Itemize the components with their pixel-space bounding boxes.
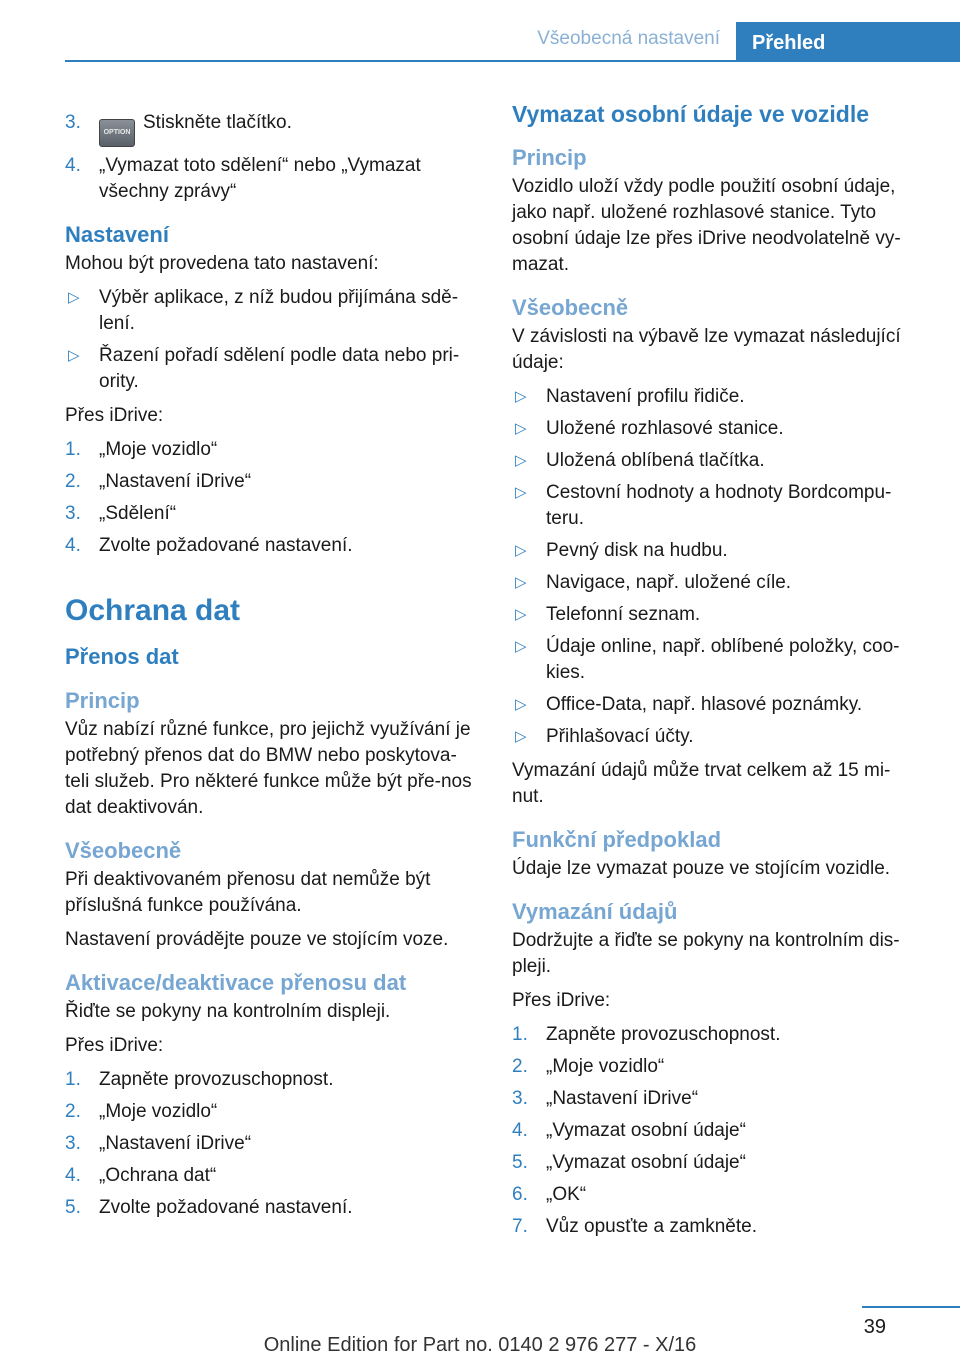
chapter-heading-ochrana-dat: Ochrana dat — [65, 594, 241, 627]
paragraph: Přes iDrive: — [512, 990, 611, 1011]
paragraph: Údaje lze vymazat pouze ve stojícím vozidle. — [512, 858, 891, 879]
steps-list — [65, 437, 480, 559]
bullet-triangle-icon: ▷ — [515, 606, 527, 623]
bullet-triangle-icon: ▷ — [515, 728, 527, 745]
list-item — [65, 437, 480, 463]
step-number: 3. — [65, 112, 81, 133]
paragraph: Vymazání údajů může trvat celkem až 15 mi‐nut. — [512, 760, 891, 807]
header-section-title: Všeobecná nastavení — [537, 28, 720, 49]
bullet-text: Navigace, např. uložené cíle. — [546, 572, 792, 593]
step-text: „Moje vozidlo“ — [99, 1101, 218, 1122]
step-text: „Nastavení iDrive“ — [99, 471, 252, 492]
paragraph: Při deaktivovaném přenosu dat nemůže být příslušná funkce používána. — [65, 869, 431, 916]
list-item — [65, 469, 480, 495]
list-item — [512, 602, 922, 628]
bullet-text: Řazení pořadí sdělení podle data nebo pri‐ority. — [99, 345, 460, 392]
bullet-triangle-icon: ▷ — [515, 420, 527, 437]
list-item — [512, 1214, 922, 1240]
subheading-aktivace: Aktivace/deaktivace přenosu dat — [65, 970, 407, 995]
step-number: 4. — [65, 1165, 81, 1186]
bullet-triangle-icon: ▷ — [515, 452, 527, 469]
list-item — [65, 110, 480, 147]
step-text: „Moje vozidlo“ — [546, 1056, 665, 1077]
bullet-text: Přihlašovací účty. — [546, 726, 694, 747]
step-text: „Vymazat osobní údaje“ — [546, 1120, 746, 1141]
list-item — [512, 1022, 922, 1048]
paragraph: V závislosti na výbavě lze vymazat následující údaje: — [512, 326, 901, 373]
step-number: 2. — [65, 471, 81, 492]
bullet-triangle-icon: ▷ — [515, 696, 527, 713]
paragraph: Dodržujte a řiďte se pokyny na kontrolním dis‐pleji. — [512, 930, 900, 977]
step-text: Zvolte požadované nastavení. — [99, 535, 353, 556]
option-button-icon: OPTION — [99, 119, 135, 147]
step-text: „Vymazat osobní údaje“ — [546, 1152, 746, 1173]
paragraph: Mohou být provedena tato nastavení: — [65, 253, 379, 274]
step-text: Zapněte provozuschopnost. — [546, 1024, 781, 1045]
section-heading-vymazat: Vymazat osobní údaje ve vozidle — [512, 101, 870, 127]
list-item — [512, 570, 922, 596]
bullet-text: Office-Data, např. hlasové poznámky. — [546, 694, 863, 715]
bullet-triangle-icon: ▷ — [515, 638, 527, 655]
step-number: 3. — [65, 1133, 81, 1154]
step-number: 3. — [65, 503, 81, 524]
list-item — [65, 1163, 480, 1189]
edition-footer: Online Edition for Part no. 0140 2 976 277 - X/16 — [263, 1334, 697, 1356]
page-number: 39 — [863, 1316, 886, 1338]
bullet-triangle-icon: ▷ — [515, 542, 527, 559]
left-column — [65, 100, 480, 1229]
paragraph: Přes iDrive: — [65, 1035, 164, 1056]
step-text: „Moje vozidlo“ — [99, 439, 218, 460]
bullet-text: Pevný disk na hudbu. — [546, 540, 728, 561]
list-item — [65, 501, 480, 527]
bullet-triangle-icon: ▷ — [68, 289, 80, 306]
paragraph: Přes iDrive: — [65, 405, 164, 426]
step-text: „Vymazat toto sdělení“ nebo „Vymazat všechny zprávy“ — [99, 155, 421, 202]
bullet-triangle-icon: ▷ — [68, 347, 80, 364]
step-text: „Sdělení“ — [99, 503, 177, 524]
list-item — [512, 480, 922, 532]
paragraph: Řiďte se pokyny na kontrolním displeji. — [65, 1001, 391, 1022]
list-item — [512, 692, 922, 718]
list-item — [65, 1195, 480, 1221]
steps-list — [65, 1067, 480, 1221]
list-item — [65, 343, 480, 395]
list-item — [512, 724, 922, 750]
step-number: 7. — [512, 1216, 528, 1237]
subheading-vseobecne: Všeobecně — [65, 838, 182, 863]
step-text: Zapněte provozuschopnost. — [99, 1069, 334, 1090]
list-item — [512, 1086, 922, 1112]
paragraph: Nastavení provádějte pouze ve stojícím voze. — [65, 929, 449, 950]
subheading-vseobecne: Všeobecně — [512, 295, 629, 320]
steps-list — [512, 1022, 922, 1240]
step-number: 4. — [512, 1120, 528, 1141]
subheading-princip: Princip — [65, 688, 140, 713]
step-text: „Nastavení iDrive“ — [99, 1133, 252, 1154]
step-number: 4. — [65, 535, 81, 556]
list-item — [65, 285, 480, 337]
step-text: Vůz opusťte a zamkněte. — [546, 1216, 757, 1237]
subheading-predpoklad: Funkční předpoklad — [512, 827, 722, 852]
step-text: „Ochrana dat“ — [99, 1165, 217, 1186]
step-number: 1. — [65, 439, 81, 460]
list-item — [512, 538, 922, 564]
paragraph: Vůz nabízí různé funkce, pro jejichž využívání je potřebný přenos dat do BMW nebo poskytova‐teli služeb. Pro některé funkce může být pře‐nos dat deaktivován. — [65, 719, 472, 818]
step-text: Stiskněte tlačítko. — [143, 112, 292, 133]
step-number: 5. — [65, 1197, 81, 1218]
list-item — [65, 153, 480, 205]
bullet-triangle-icon: ▷ — [515, 484, 527, 501]
steps-top — [65, 110, 480, 205]
step-number: 5. — [512, 1152, 528, 1173]
step-number: 4. — [65, 155, 81, 176]
list-item — [512, 634, 922, 686]
step-number: 3. — [512, 1088, 528, 1109]
bullet-triangle-icon: ▷ — [515, 388, 527, 405]
bullet-text: Nastavení profilu řidiče. — [546, 386, 745, 407]
list-item — [512, 416, 922, 442]
step-number: 1. — [65, 1069, 81, 1090]
bullet-text: Výběr aplikace, z níž budou přijímána sdě‐lení. — [99, 287, 459, 334]
list-item — [512, 448, 922, 474]
paragraph: Vozidlo uloží vždy podle použití osobní údaje, jako např. uložené rozhlasové stanice. Tyto osobní údaje lze přes iDrive neodvolatelně vy‐mazat. — [512, 176, 901, 275]
subheading-princip: Princip — [512, 145, 587, 170]
subheading-vymazani: Vymazání údajů — [512, 899, 678, 924]
header-tab[interactable]: Přehled — [736, 22, 960, 62]
list-item — [512, 1054, 922, 1080]
step-number: 6. — [512, 1184, 528, 1205]
list-item — [512, 1118, 922, 1144]
section-heading-prenos-dat: Přenos dat — [65, 644, 179, 669]
bullet-text: Telefonní seznam. — [546, 604, 701, 625]
step-number: 2. — [512, 1056, 528, 1077]
header-rule — [65, 60, 960, 62]
bullet-triangle-icon: ▷ — [515, 574, 527, 591]
step-number: 2. — [65, 1101, 81, 1122]
list-item — [512, 384, 922, 410]
list-item — [65, 533, 480, 559]
list-item — [512, 1182, 922, 1208]
bullet-text: Uložené rozhlasové stanice. — [546, 418, 784, 439]
step-text: Zvolte požadované nastavení. — [99, 1197, 353, 1218]
bullet-text: Uložená oblíbená tlačítka. — [546, 450, 765, 471]
list-item — [65, 1067, 480, 1093]
right-column — [512, 100, 922, 1248]
step-text: „Nastavení iDrive“ — [546, 1088, 699, 1109]
bullet-list — [512, 384, 922, 750]
list-item — [65, 1131, 480, 1157]
page-header — [0, 0, 960, 62]
section-heading-nastaveni: Nastavení — [65, 222, 169, 247]
footer-rule — [862, 1306, 960, 1308]
bullet-text: Cestovní hodnoty a hodnoty Bordcompu‐teru. — [546, 482, 892, 529]
bullet-list — [65, 285, 480, 395]
step-text: „OK“ — [546, 1184, 587, 1205]
step-number: 1. — [512, 1024, 528, 1045]
list-item — [512, 1150, 922, 1176]
bullet-text: Údaje online, např. oblíbené položky, coo‐kies. — [546, 636, 900, 683]
list-item — [65, 1099, 480, 1125]
